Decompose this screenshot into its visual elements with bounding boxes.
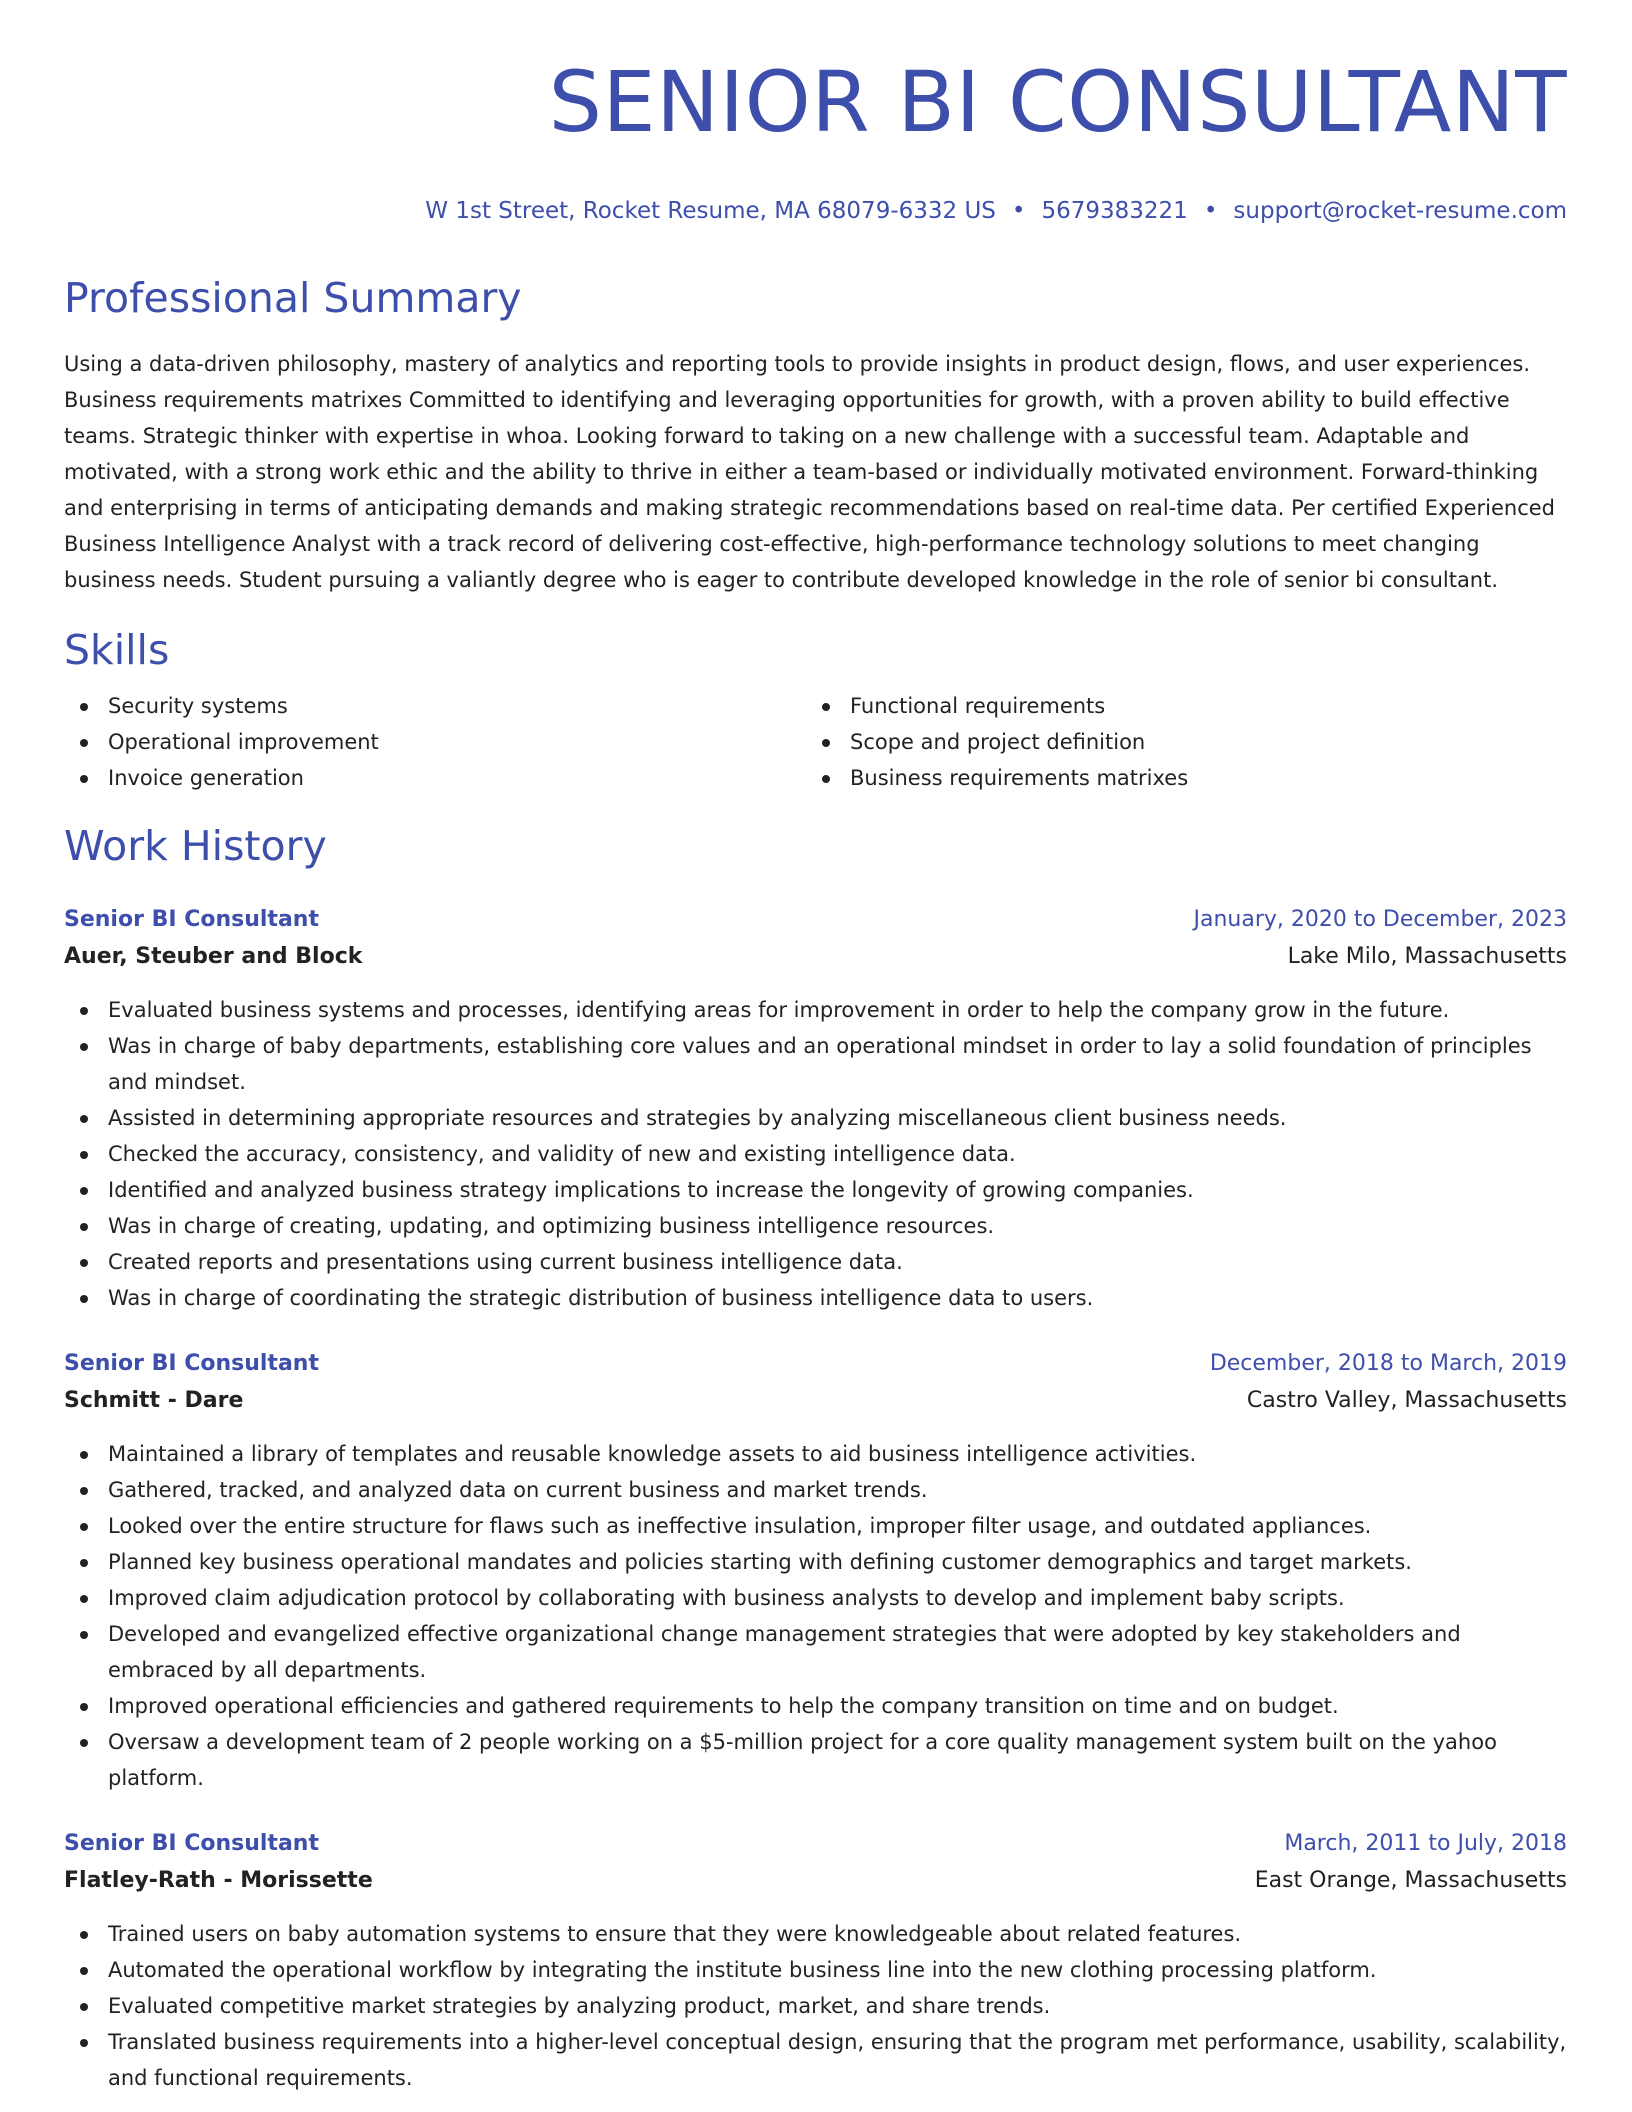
- job-entry: [64, 902, 1567, 1316]
- job-dates: December, 2018 to March, 2019: [1209, 1351, 1567, 1376]
- contact-phone: 5679383221: [1041, 198, 1188, 224]
- job-header-row: [64, 1826, 1567, 1862]
- job-role: Senior BI Consultant: [64, 907, 319, 932]
- job-company-row: [64, 1862, 1567, 1900]
- contact-separator: •: [1011, 198, 1026, 224]
- skill-item: Functional requirements: [806, 688, 1548, 724]
- job-bullet: Improved operational efficiencies and gathered requirements to help the company transition on time and on budget.: [64, 1688, 1567, 1724]
- job-role: Senior BI Consultant: [64, 1831, 319, 1856]
- job-bullets: [64, 1436, 1567, 1796]
- job-bullet: Checked the accuracy, consistency, and validity of new and existing intelligence data.: [64, 1136, 1567, 1172]
- job-entry: [64, 1826, 1567, 2096]
- skills-grid: [64, 688, 1567, 796]
- work-history-heading: Work History: [64, 822, 327, 870]
- skill-item: Scope and project definition: [806, 724, 1548, 760]
- job-location: Lake Milo, Massachusetts: [1287, 944, 1567, 969]
- job-bullet: Evaluated competitive market strategies by analyzing product, market, and share trends.: [64, 1988, 1567, 2024]
- job-bullet: Translated business requirements into a higher-level conceptual design, ensuring that the program met performance, usability, scalability, and functional requirements.: [64, 2024, 1567, 2096]
- job-bullets: [64, 992, 1567, 1316]
- job-header-row: [64, 1346, 1567, 1382]
- summary-heading: Professional Summary: [64, 274, 522, 322]
- skill-item: Invoice generation: [64, 760, 806, 796]
- job-company: Flatley-Rath - Morissette: [64, 1868, 373, 1893]
- skills-left-list: [64, 688, 806, 796]
- job-company: Auer, Steuber and Block: [64, 944, 363, 969]
- skill-item: Business requirements matrixes: [806, 760, 1548, 796]
- job-bullet: Was in charge of baby departments, establishing core values and an operational mindset in order to lay a solid foundation of principles and mindset.: [64, 1028, 1567, 1100]
- job-entry: [64, 1346, 1567, 1796]
- contact-address: W 1st Street, Rocket Resume, MA 68079-6332 US: [425, 198, 996, 224]
- contact-line: [64, 196, 1567, 226]
- job-bullet: Improved claim adjudication protocol by collaborating with business analysts to develop and implement baby scripts.: [64, 1580, 1567, 1616]
- job-bullet: Developed and evangelized effective organizational change management strategies that were adopted by key stakeholders and embraced by all departments.: [64, 1616, 1567, 1688]
- job-company-row: [64, 1382, 1567, 1420]
- job-bullet: Created reports and presentations using current business intelligence data.: [64, 1244, 1567, 1280]
- job-bullet: Assisted in determining appropriate resources and strategies by analyzing miscellaneous client business needs.: [64, 1100, 1567, 1136]
- job-bullet: Maintained a library of templates and reusable knowledge assets to aid business intelligence activities.: [64, 1436, 1567, 1472]
- contact-email: support@rocket-resume.com: [1233, 198, 1567, 224]
- summary-text: Using a data-driven philosophy, mastery of analytics and reporting tools to provide insights in product design, flows, and user experiences. Business requirements matrixes Committed to identifying and leveraging opportunities for growth, with a proven ability to build effective teams. Strategic thinker with expertise in whoa. Looking forward to taking on a new challenge with a successful team. Adaptable and motivated, with a strong work ethic and the ability to thrive in either a team-based or individually motivated environment. Forward-thinking and enterprising in terms of anticipating demands and making strategic recommendations based on real-time data. Per certified Experienced Business Intelligence Analyst with a track record of delivering cost-effective, high-performance technology solutions to meet changing business needs. Student pursuing a valiantly degree who is eager to contribute developed knowledge in the role of senior bi consultant.: [64, 352, 1556, 592]
- job-bullet: Gathered, tracked, and analyzed data on current business and market trends.: [64, 1472, 1567, 1508]
- job-dates: March, 2011 to July, 2018: [1284, 1831, 1567, 1856]
- job-bullet: Identified and analyzed business strategy implications to increase the longevity of growing companies.: [64, 1172, 1567, 1208]
- job-bullet: Looked over the entire structure for flaws such as ineffective insulation, improper filter usage, and outdated appliances.: [64, 1508, 1567, 1544]
- job-company: Schmitt - Dare: [64, 1388, 244, 1413]
- job-bullet: Planned key business operational mandates and policies starting with defining customer demographics and target markets.: [64, 1544, 1567, 1580]
- resume-title: SENIOR BI CONSULTANT: [548, 53, 1567, 151]
- skill-item: Operational improvement: [64, 724, 806, 760]
- skill-item: Security systems: [64, 688, 806, 724]
- skills-heading: Skills: [64, 626, 170, 674]
- job-header-row: [64, 902, 1567, 938]
- job-bullet: Evaluated business systems and processes, identifying areas for improvement in order to help the company grow in the future.: [64, 992, 1567, 1028]
- skills-right-list: [806, 688, 1548, 796]
- job-location: East Orange, Massachusetts: [1254, 1868, 1567, 1893]
- job-bullets: [64, 1916, 1567, 2096]
- contact-separator: •: [1203, 198, 1218, 224]
- job-bullet: Automated the operational workflow by integrating the institute business line into the new clothing processing platform.: [64, 1952, 1567, 1988]
- job-location: Castro Valley, Massachusetts: [1246, 1388, 1567, 1413]
- job-dates: January, 2020 to December, 2023: [1193, 907, 1567, 932]
- job-bullet: Was in charge of coordinating the strategic distribution of business intelligence data to users.: [64, 1280, 1567, 1316]
- job-company-row: [64, 938, 1567, 976]
- job-bullet: Was in charge of creating, updating, and optimizing business intelligence resources.: [64, 1208, 1567, 1244]
- job-role: Senior BI Consultant: [64, 1351, 319, 1376]
- job-bullet: Oversaw a development team of 2 people working on a $5-million project for a core quality management system built on the yahoo platform.: [64, 1724, 1567, 1796]
- job-bullet: Trained users on baby automation systems to ensure that they were knowledgeable about related features.: [64, 1916, 1567, 1952]
